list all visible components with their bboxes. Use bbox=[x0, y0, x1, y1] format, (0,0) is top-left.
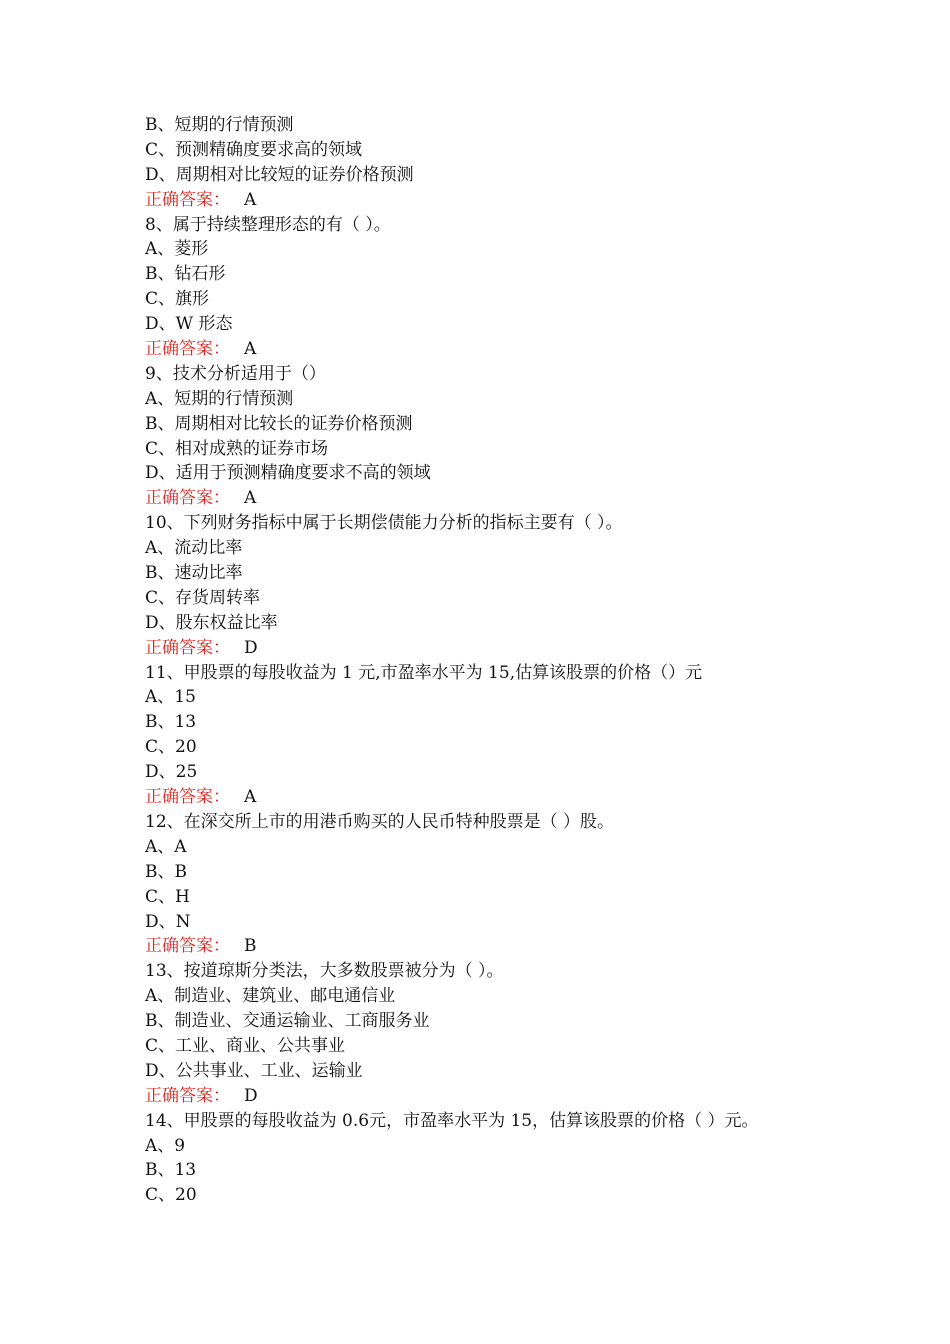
answer-line bbox=[145, 934, 845, 959]
option-text: C、20 bbox=[145, 1185, 197, 1206]
option-text: B、钻石形 bbox=[145, 264, 226, 285]
option-text: B、B bbox=[145, 861, 187, 882]
answer-value: A bbox=[244, 189, 257, 210]
answer-value: A bbox=[244, 339, 257, 360]
option-text: B、13 bbox=[145, 1160, 197, 1181]
question-text: 10、下列财务指标中属于长期偿债能力分析的指标主要有（ ）。 bbox=[145, 513, 623, 534]
option-text: A、制造业、建筑业、邮电通信业 bbox=[145, 986, 396, 1007]
answer-value: A bbox=[244, 787, 257, 808]
answer-label: 正确答案： bbox=[145, 189, 230, 210]
answer-label: 正确答案： bbox=[145, 488, 230, 509]
option-text: D、适用于预测精确度要求不高的领域 bbox=[145, 463, 431, 484]
option-text: C、旗形 bbox=[145, 289, 210, 310]
answer-value: D bbox=[244, 637, 258, 658]
option-text: D、N bbox=[145, 911, 191, 932]
option-text: A、A bbox=[145, 836, 187, 857]
option-text: D、股东权益比率 bbox=[145, 612, 278, 633]
option-text: C、存货周转率 bbox=[145, 587, 261, 608]
answer-value: D bbox=[244, 1085, 258, 1106]
option-text: B、短期的行情预测 bbox=[145, 115, 294, 135]
exam-content bbox=[145, 113, 845, 1208]
question-text: 14、甲股票的每股收益为 0.6元，市盈率水平为 15，估算该股票的价格（ ）元。 bbox=[145, 1110, 759, 1131]
option-text: A、15 bbox=[145, 687, 196, 708]
question-text: 13、按道琼斯分类法，大多数股票被分为（ ）。 bbox=[145, 961, 504, 982]
option-text: B、周期相对比较长的证券价格预测 bbox=[145, 413, 413, 434]
question-text: 8、属于持续整理形态的有（ ）。 bbox=[145, 214, 391, 235]
question-text: 12、在深交所上市的用港币购买的人民币特种股票是（ ）股。 bbox=[145, 811, 615, 832]
option-text: C、相对成熟的证券市场 bbox=[145, 438, 329, 459]
option-text: C、工业、商业、公共事业 bbox=[145, 1035, 346, 1056]
answer-label: 正确答案： bbox=[145, 637, 230, 658]
option-text: C、20 bbox=[145, 737, 197, 758]
answer-label: 正确答案： bbox=[145, 936, 230, 957]
option-text: A、菱形 bbox=[145, 239, 209, 260]
option-text: D、W 形态 bbox=[145, 314, 233, 335]
answer-label: 正确答案： bbox=[145, 339, 230, 360]
option-text: A、短期的行情预测 bbox=[145, 388, 294, 409]
answer-line bbox=[145, 1084, 845, 1109]
option-text: D、25 bbox=[145, 762, 198, 783]
option-text: A、流动比率 bbox=[145, 538, 243, 559]
answer-value: B bbox=[244, 936, 257, 957]
option-text: B、13 bbox=[145, 712, 197, 733]
option-text: C、H bbox=[145, 886, 190, 907]
answer-line bbox=[145, 188, 845, 213]
answer-line bbox=[145, 785, 845, 810]
option-text: C、预测精确度要求高的领域 bbox=[145, 139, 363, 160]
answer-value: A bbox=[244, 488, 257, 509]
option-text: A、9 bbox=[145, 1135, 186, 1156]
answer-line bbox=[145, 636, 845, 661]
option-text: D、公共事业、工业、运输业 bbox=[145, 1060, 363, 1081]
option-text: B、速动比率 bbox=[145, 563, 243, 584]
answer-label: 正确答案： bbox=[145, 787, 230, 808]
answer-line bbox=[145, 486, 845, 511]
question-text: 11、甲股票的每股收益为 1 元,市盈率水平为 15,估算该股票的价格（）元 bbox=[145, 662, 703, 683]
option-text: B、制造业、交通运输业、工商服务业 bbox=[145, 1011, 430, 1032]
option-text: D、周期相对比较短的证券价格预测 bbox=[145, 164, 414, 185]
answer-line bbox=[145, 337, 845, 362]
answer-label: 正确答案： bbox=[145, 1085, 230, 1106]
question-text: 9、技术分析适用于（） bbox=[145, 363, 326, 384]
